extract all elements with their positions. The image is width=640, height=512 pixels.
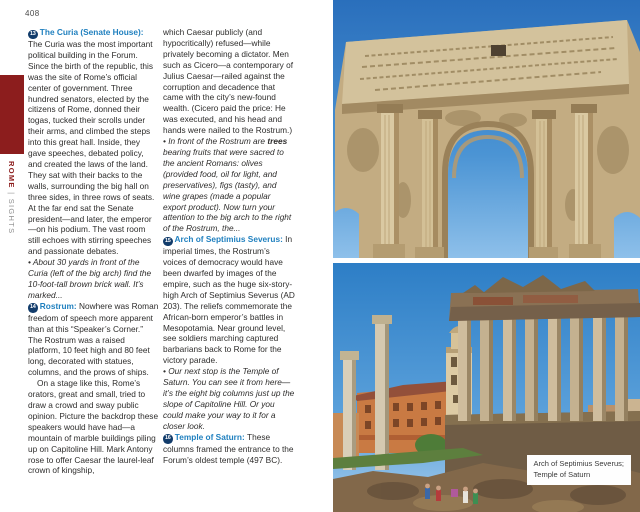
caption-line-1: Arch of Septimius Severus; [533,459,624,469]
chapter-label: ROME [7,161,16,189]
tour-direction-note: • About 30 yards in front of the Curia (left of the big arch) find the 10-foot-tall brown brick wall. It’s marked... [28,257,152,300]
temple-of-saturn-photo [333,263,640,512]
section-label: SIGHTS [7,198,16,235]
arch-illustration [333,0,640,258]
sight-heading: Temple of Saturn: [172,431,248,442]
body-paragraph: On a stage like this, Rome’s orators, great and small, tried to draw a crowd and sway public opinion. Picture the backdrop these speakers would have had—a mountain of marble buildings piling up on Capitoline Hill. Mark Antony rose to offer Caesar the laurel-leaf crown of kingship, [28,378,159,476]
stop-number-badge: 15 [163,237,173,247]
sight-paragraph: 13 The Curia (Senate House): The Curia was the most important political building in the Forum. Since the birth of the republic, this was the site of Rome’s official center of government. Three hundred senators, elected by the citizens of Rome, donned their togas, tucked their scrolls under their arms, and climbed the steps into this great hall. Inside, they gave speeches, debated policy, and created the laws of the land. They sat with their backs to the walls, surrounding the big hall on three sides, in three rows of seats. At the far end sat the Senate president—and later, the emperor—on his podium. The vast room still echoes with stirring speeches and passionate debates. [28,27,155,257]
sight-heading: Rostrum: [37,300,79,311]
tour-direction-note: • In front of the Rostrum are trees bearing fruits that were sacred to the ancient Romans: olives (provided food, oil for light, and preservatives), figs (tasty), and wine grapes (made a popular export product). Now turn your attention to the big arch to the right of the Rostrum, the... [163,136,292,234]
body-paragraph: which Caesar publicly (and hypocritically) refused—while privately becoming a dictator. Men such as Cicero—a contemporary of Julius Caesar—railed against the corruption and decadence that came with the city’s new-found wealth. (Cicero paid the price: He was executed, and his head and hands were nailed to the Rostrum.) [163,27,294,136]
sight-paragraph: 16 Temple of Saturn: These columns framed the entrance to the Forum’s oldest temple (497 BC). [163,431,294,465]
text-col1 [28,27,159,476]
chapter-edge-tab [0,75,24,154]
sight-paragraph: 15 Arch of Septimius Severus: In imperial times, the Rostrum’s voices of democracy would have been dwarfed by images of the empire, such as the huge six-story-high Arch of Septimius Severus (AD 203). The reliefs commemorate the African-born emperor’s battles in Mesopotamia. Near ground level, see soldiers marching captured barbarians back to Rome for the victory parade. [163,234,295,366]
caption-line-2: Temple of Saturn [533,470,591,480]
sight-heading: Arch of Septimius Severus: [172,234,286,245]
label-separator: | [7,188,16,199]
photo-caption [527,455,631,485]
stop-number-badge: 14 [28,303,38,313]
tour-direction-note: • Our next stop is the Temple of Saturn. You can see it from here—it’s the eight big columns just up the slope of Capitoline Hill. Or you could make your way to it for a closer look. [163,366,295,431]
sight-paragraph: 14 Rostrum: Nowhere was Roman freedom of speech more apparent than at this “Speaker’s Corner.” The Rostrum was a raised platform, 10 feet high and 80 feet long, decorated with statues, columns, and the prows of ships. [28,300,159,378]
sight-heading: The Curia (Senate House): [37,27,144,37]
stop-number-badge: 16 [163,434,173,444]
chapter-section-label [7,161,16,234]
page-number: 408 [25,9,40,18]
stop-number-badge: 13 [28,30,38,40]
text-col2 [163,27,295,465]
arch-of-septimius-severus-photo [333,0,640,258]
